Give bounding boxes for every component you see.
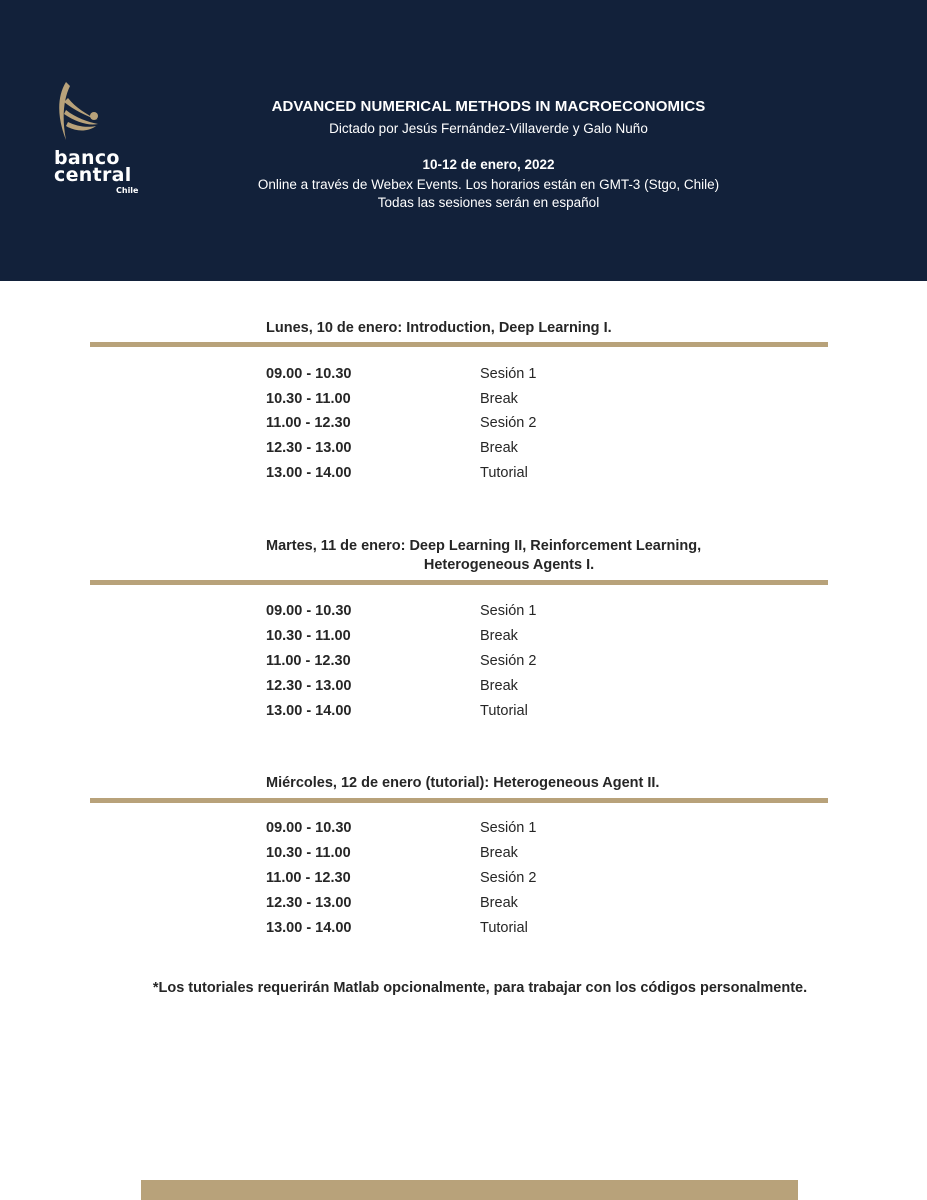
schedule-row <box>0 703 927 725</box>
footnote: *Los tutoriales requerirán Matlab opcionalmente, para trabajar con los códigos personalmente. <box>152 980 808 996</box>
session-time: 12.30 - 13.00 <box>266 678 352 694</box>
session-time: 10.30 - 11.00 <box>266 628 351 644</box>
schedule-row <box>0 653 927 675</box>
logo-line2: central <box>54 164 132 186</box>
session-time: 11.00 - 12.30 <box>266 653 351 669</box>
schedule-row <box>0 920 927 942</box>
event-dates: 10-12 de enero, 2022 <box>422 157 555 172</box>
schedule-row <box>0 870 927 892</box>
schedule-row <box>0 845 927 867</box>
schedule-row <box>0 678 927 700</box>
session-time: 13.00 - 14.00 <box>266 465 352 481</box>
condor-emblem-icon <box>54 80 114 150</box>
logo-line1: banco <box>54 147 120 169</box>
session-time: 11.00 - 12.30 <box>266 415 351 431</box>
event-title: ADVANCED NUMERICAL METHODS IN MACROECONOMICS <box>271 98 706 115</box>
day-3-title: Miércoles, 12 de enero (tutorial): Heterogeneous Agent II. <box>266 775 660 791</box>
schedule-row <box>0 628 927 650</box>
header-banner <box>0 0 927 281</box>
session-time: 13.00 - 14.00 <box>266 920 352 936</box>
day-2-title: Martes, 11 de enero: Deep Learning II, Reinforcement Learning, <box>266 538 702 554</box>
session-label: Sesión 1 <box>480 820 537 836</box>
day-2-title-cont: Heterogeneous Agents I. <box>423 557 595 573</box>
session-label: Tutorial <box>480 465 528 481</box>
session-label: Sesión 2 <box>480 415 537 431</box>
schedule-row <box>0 465 927 487</box>
session-time: 11.00 - 12.30 <box>266 870 351 886</box>
schedule-row <box>0 440 927 462</box>
session-label: Break <box>480 628 518 644</box>
session-label: Sesión 2 <box>480 653 537 669</box>
session-label: Break <box>480 678 518 694</box>
schedule-row <box>0 415 927 437</box>
session-time: 09.00 - 10.30 <box>266 366 352 382</box>
session-label: Break <box>480 845 518 861</box>
session-time: 09.00 - 10.30 <box>266 820 352 836</box>
schedule-row <box>0 391 927 413</box>
session-time: 12.30 - 13.00 <box>266 895 352 911</box>
session-label: Break <box>480 895 518 911</box>
footer-bar <box>141 1180 798 1200</box>
session-time: 09.00 - 10.30 <box>266 603 352 619</box>
event-language: Todas las sesiones serán en español <box>377 195 600 210</box>
session-label: Tutorial <box>480 703 528 719</box>
day-3-divider <box>90 798 828 803</box>
session-time: 12.30 - 13.00 <box>266 440 352 456</box>
day-1-title: Lunes, 10 de enero: Introduction, Deep Learning I. <box>266 320 612 336</box>
event-lecturers: Dictado por Jesús Fernández-Villaverde y Galo Nuño <box>329 121 648 136</box>
session-label: Sesión 2 <box>480 870 537 886</box>
session-label: Sesión 1 <box>480 603 537 619</box>
session-time: 10.30 - 11.00 <box>266 391 351 407</box>
event-online-info: Online a través de Webex Events. Los horarios están en GMT-3 (Stgo, Chile) <box>257 177 720 192</box>
session-label: Break <box>480 440 518 456</box>
session-time: 10.30 - 11.00 <box>266 845 351 861</box>
session-label: Break <box>480 391 518 407</box>
day-2-divider <box>90 580 828 585</box>
schedule-row <box>0 603 927 625</box>
schedule-row <box>0 820 927 842</box>
session-label: Tutorial <box>480 920 528 936</box>
day-1-divider <box>90 342 828 347</box>
session-time: 13.00 - 14.00 <box>266 703 352 719</box>
session-label: Sesión 1 <box>480 366 537 382</box>
schedule-row <box>0 366 927 388</box>
schedule-row <box>0 895 927 917</box>
logo-country: Chile <box>116 186 139 195</box>
